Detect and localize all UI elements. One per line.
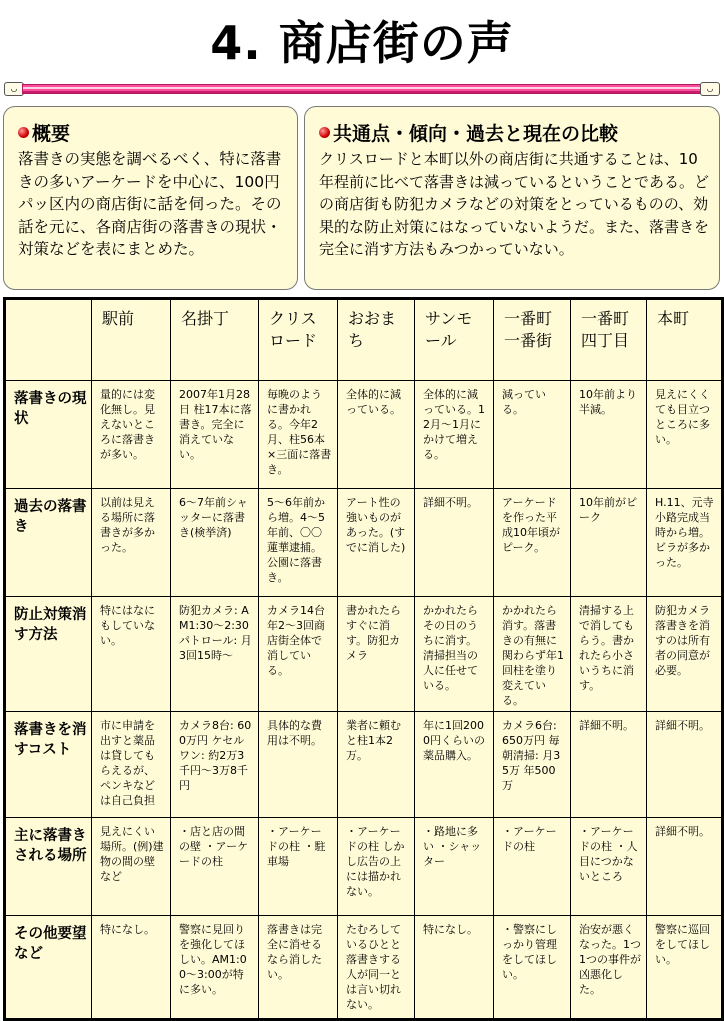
- table-cell: カメラ6台: 650万円 毎朝清掃: 月35万 年500万: [494, 712, 571, 818]
- bullet-dot-icon: [319, 127, 330, 138]
- table-row: [5, 712, 723, 818]
- table-cell: 警察に巡回をしてほしい。: [647, 916, 723, 1020]
- table-cell: ・アーケードの柱 ・人目につかないところ: [571, 818, 647, 916]
- ribbon-right-cap-icon: ◡: [700, 82, 720, 96]
- column-header: 本町: [647, 299, 723, 381]
- table-cell: ・店と店の間の壁 ・アーケードの柱: [171, 818, 259, 916]
- table-row: [5, 818, 723, 916]
- table-cell: 防犯カメラ: AM1:30～2:30 パトロール: 月3回15時～: [171, 597, 259, 712]
- table-cell: アーケードを作った平成10年頃がピーク。: [494, 489, 571, 597]
- table-cell: 量的には変化無し。見えないところに落書きが多い。: [92, 381, 171, 489]
- row-header: 落書きの現状: [5, 381, 92, 489]
- table-cell: 年に1回2000円くらいの薬品購入。: [415, 712, 494, 818]
- summary-heading: [18, 119, 287, 146]
- row-header: 過去の落書き: [5, 489, 92, 597]
- table-cell: 全体的に減っている。: [338, 381, 415, 489]
- table-cell: ・警察にしっかり管理をしてほしい。: [494, 916, 571, 1020]
- comparison-text: クリスロードと本町以外の商店街に共通することは、10年程前に比べて落書きは減っているということである。どの商店街も防犯カメラなどの対策をとっているものの、効果的な防止対策にはなっていないようだ。また、落書きを完全に消す方法もみつかっていない。: [319, 150, 710, 258]
- row-header: 主に落書きされる場所: [5, 818, 92, 916]
- table-cell: 詳細不明。: [647, 818, 723, 916]
- table-cell: ・アーケードの柱 ・駐車場: [259, 818, 338, 916]
- table-cell: 詳細不明。: [647, 712, 723, 818]
- summary-heading-text: 概要: [32, 123, 71, 145]
- table-cell: 全体的に減っている。12月～1月にかけて増える。: [415, 381, 494, 489]
- table-corner-cell: [5, 299, 92, 381]
- table-cell: 特になし。: [92, 916, 171, 1020]
- table-cell: カメラ8台: 600万円 ケセルワン: 約2万3千円～3万8千円: [171, 712, 259, 818]
- column-header: おおまち: [338, 299, 415, 381]
- table-cell: 減っている。: [494, 381, 571, 489]
- table-cell: 毎晩のように書かれる。今年2月、柱56本×三面に落書き。: [259, 381, 338, 489]
- column-header: クリスロード: [259, 299, 338, 381]
- table-cell: 10年前がピーク: [571, 489, 647, 597]
- table-cell: 見えにくくても目立つところに多い。: [647, 381, 723, 489]
- column-header: 一番町四丁目: [571, 299, 647, 381]
- bullet-dot-icon: [18, 127, 29, 138]
- ribbon-bar: [22, 84, 702, 94]
- table-row: [5, 381, 723, 489]
- row-header: 防止対策消す方法: [5, 597, 92, 712]
- comparison-box: [304, 106, 720, 290]
- table-cell: 業者に頼むと柱1本2万。: [338, 712, 415, 818]
- table-row: [5, 916, 723, 1020]
- table-cell: 以前は見える場所に落書きが多かった。: [92, 489, 171, 597]
- table-cell: カメラ14台年2～3回商店街全体で消している。: [259, 597, 338, 712]
- table-cell: 詳細不明。: [571, 712, 647, 818]
- table-cell: 5～6年前から増。4～5年前、〇〇蓮華逮捕。公園に落書き。: [259, 489, 338, 597]
- summary-box: [3, 106, 298, 290]
- table-cell: ・アーケードの柱 しかし広告の上には描かれない。: [338, 818, 415, 916]
- comparison-heading: [319, 119, 709, 146]
- page-title: 4. 商店街の声: [210, 16, 514, 70]
- table-cell: 特にはなにもしていない。: [92, 597, 171, 712]
- table-cell: かかれたらその日のうちに消す。清掃担当の人に任せている。: [415, 597, 494, 712]
- table-cell: 市に申請を出すと薬品は貸してもらえるが、ペンキなどは自己負担: [92, 712, 171, 818]
- ribbon-left-cap-icon: ◡: [4, 82, 24, 96]
- table-cell: たむろしているひとと落書きする人が同一とは言い切れない。: [338, 916, 415, 1020]
- survey-table: [3, 297, 724, 1021]
- column-header: 名掛丁: [171, 299, 259, 381]
- table-cell: 6～7年前シャッターに落書き(検挙済): [171, 489, 259, 597]
- table-cell: 詳細不明。: [415, 489, 494, 597]
- table-cell: ・路地に多い ・シャッター: [415, 818, 494, 916]
- table-cell: 落書きは完全に消せるなら消したい。: [259, 916, 338, 1020]
- column-header: 一番町一番街: [494, 299, 571, 381]
- row-header: 落書きを消すコスト: [5, 712, 92, 818]
- summary-text: 落書きの実態を調べるべく、特に落書きの多いアーケードを中心に、100円パッ区内の商店街に話を伺った。その話を元に、各商店街の落書きの現状・対策などを表にまとめた。: [18, 150, 282, 258]
- column-header: サンモール: [415, 299, 494, 381]
- table-cell: 10年前より半減。: [571, 381, 647, 489]
- table-cell: 治安が悪くなった。1つ1つの事件が凶悪化した。: [571, 916, 647, 1020]
- table-cell: 書かれたらすぐに消す。防犯カメラ: [338, 597, 415, 712]
- table-row: [5, 597, 723, 712]
- table-cell: 清掃する上で消してもらう。書かれたら小さいうちに消す。: [571, 597, 647, 712]
- decorative-ribbon: [4, 82, 720, 96]
- table-cell: 警察に見回りを強化してほしい。AM1:00～3:00が特に多い。: [171, 916, 259, 1020]
- table-cell: 防犯カメラ落書きを消すのは所有者の同意が必要。: [647, 597, 723, 712]
- table-cell: 具体的な費用は不明。: [259, 712, 338, 818]
- table-cell: H.11、元寺小路完成当時から増。ビラが多かった。: [647, 489, 723, 597]
- table-cell: 2007年1月28日 柱17本に落書き。完全に消えていない。: [171, 381, 259, 489]
- table-header-row: [5, 299, 723, 381]
- table-cell: 特になし。: [415, 916, 494, 1020]
- table-row: [5, 489, 723, 597]
- row-header: その他要望など: [5, 916, 92, 1020]
- table-cell: アート性の強いものがあった。(すでに消した): [338, 489, 415, 597]
- table-cell: ・アーケードの柱: [494, 818, 571, 916]
- column-header: 駅前: [92, 299, 171, 381]
- table-cell: 見えにくい場所。(例)建物の間の壁など: [92, 818, 171, 916]
- comparison-heading-text: 共通点・傾向・過去と現在の比較: [333, 123, 619, 145]
- table-cell: かかれたら消す。落書きの有無に関わらず年1回柱を塗り変えている。: [494, 597, 571, 712]
